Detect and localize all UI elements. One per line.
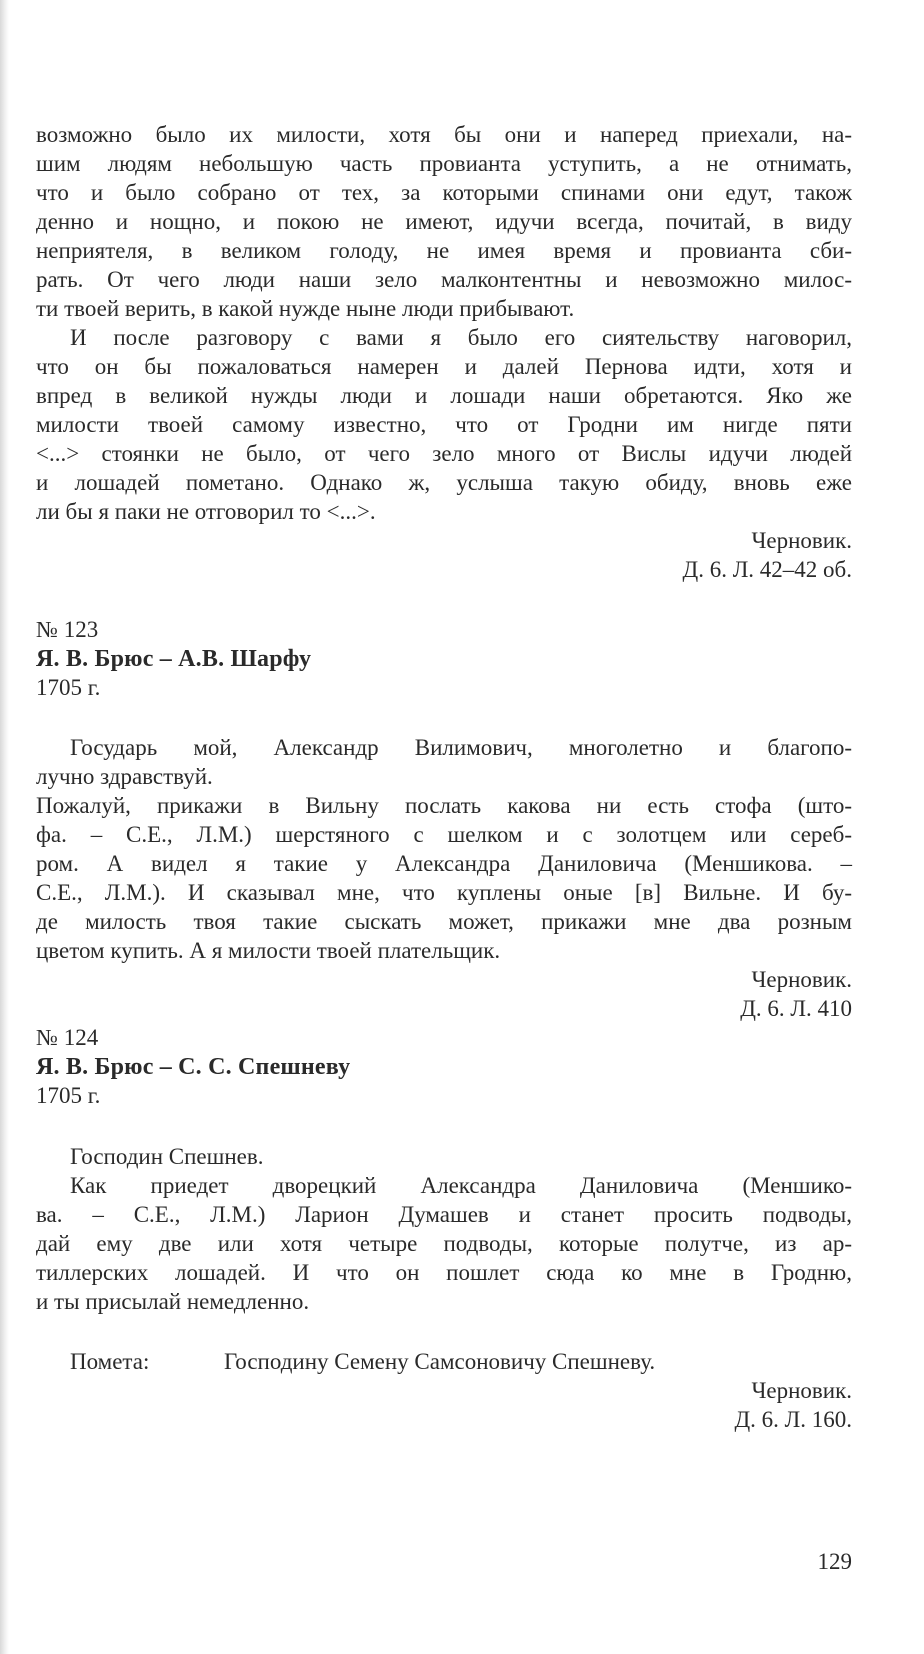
- text-line: тиллерских лошадей. И что он пошлет сюда ко мне в Гродню,: [36, 1260, 852, 1285]
- text-line: милости твоей самому известно, что от Гродни им нигде пяти: [36, 412, 852, 437]
- draft-note: Черновик.: [751, 528, 852, 553]
- text-line: что он бы пожаловаться намерен и далей Пернова идти, хотя и: [36, 354, 852, 379]
- text-line: С.Е., Л.М.). И сказывал мне, что куплены оные [в] Вильне. И бу-: [36, 880, 852, 905]
- text-line: фа. – С.Е., Л.М.) шерстяного с шелком и с золотцем или сереб-: [36, 822, 852, 847]
- archive-reference: Д. 6. Л. 160.: [734, 1407, 852, 1432]
- text-line: что и было собрано от тех, за которыми спинами они едут, також: [36, 180, 852, 205]
- annotation-text: Господину Семену Самсоновичу Спешневу.: [224, 1349, 656, 1374]
- document-number: № 124: [36, 1025, 99, 1050]
- archive-reference: Д. 6. Л. 410: [740, 996, 852, 1021]
- annotation-mark: [36, 1346, 852, 1378]
- text-line: Государь мой, Александр Вилимович, многолетно и благопо-: [70, 735, 852, 760]
- text-line: И после разговору с вами я было его сиятельству наговорил,: [70, 325, 852, 350]
- text-line: неприятеля, в великом голоду, не имея время и провианта сби-: [36, 238, 852, 263]
- binding-shadow: [0, 0, 9, 1654]
- text-line: лучно здравствуй.: [36, 764, 213, 789]
- draft-note: Черновик.: [751, 967, 852, 992]
- document-title: Я. В. Брюс – С. С. Спешневу: [36, 1054, 351, 1080]
- annotation-label: Помета:: [70, 1349, 150, 1374]
- text-line: и лошадей пометано. Однако ж, услыша такую обиду, вновь еже: [36, 470, 852, 495]
- text-line: денно и нощно, и покою не имеют, идучи всегда, почитай, в виду: [36, 209, 852, 234]
- page-number: 129: [817, 1549, 852, 1574]
- text-line: впред в великой нужды люди и лошади наши обретаются. Яко же: [36, 383, 852, 408]
- text-line: шим людям небольшую часть провианта уступить, а не отнимать,: [36, 151, 852, 176]
- text-line: и ты присылай немедленно.: [36, 1289, 310, 1314]
- text-line: ли бы я паки не отговорил то <...>.: [36, 499, 376, 524]
- text-line: ром. А видел я такие у Александра Даниловича (Меншикова. –: [36, 851, 852, 876]
- text-line: ва. – С.Е., Л.М.) Ларион Думашев и станет просить подводы,: [36, 1202, 852, 1227]
- draft-note: Черновик.: [751, 1378, 852, 1403]
- text-line: Пожалуй, прикажи в Вильну послать какова ни есть стофа (што-: [36, 793, 852, 818]
- document-date: 1705 г.: [36, 675, 101, 700]
- document-title: Я. В. Брюс – А.В. Шарфу: [36, 646, 312, 672]
- text-line: возможно было их милости, хотя бы они и наперед приехали, на-: [36, 122, 852, 147]
- text-line: ти твоей верить, в какой нужде ныне люди прибывают.: [36, 296, 575, 321]
- document-date: 1705 г.: [36, 1083, 101, 1108]
- text-line: Господин Спешнев.: [70, 1144, 264, 1169]
- text-line: рать. От чего люди наши зело малконтентны и невозможно милос-: [36, 267, 852, 292]
- document-number: № 123: [36, 617, 99, 642]
- text-line: Как приедет дворецкий Александра Даниловича (Меншико-: [70, 1173, 852, 1198]
- text-line: цветом купить. А я милости твоей плательщик.: [36, 938, 501, 963]
- text-line: <...> стоянки не было, от чего зело много от Вислы идучи людей: [36, 441, 852, 466]
- archive-reference: Д. 6. Л. 42–42 об.: [682, 557, 852, 582]
- text-line: дай ему две или хотя четыре подводы, которые полутче, из ар-: [36, 1231, 852, 1256]
- text-line: де милость твоя такие сыскать может, прикажи мне два розным: [36, 909, 852, 934]
